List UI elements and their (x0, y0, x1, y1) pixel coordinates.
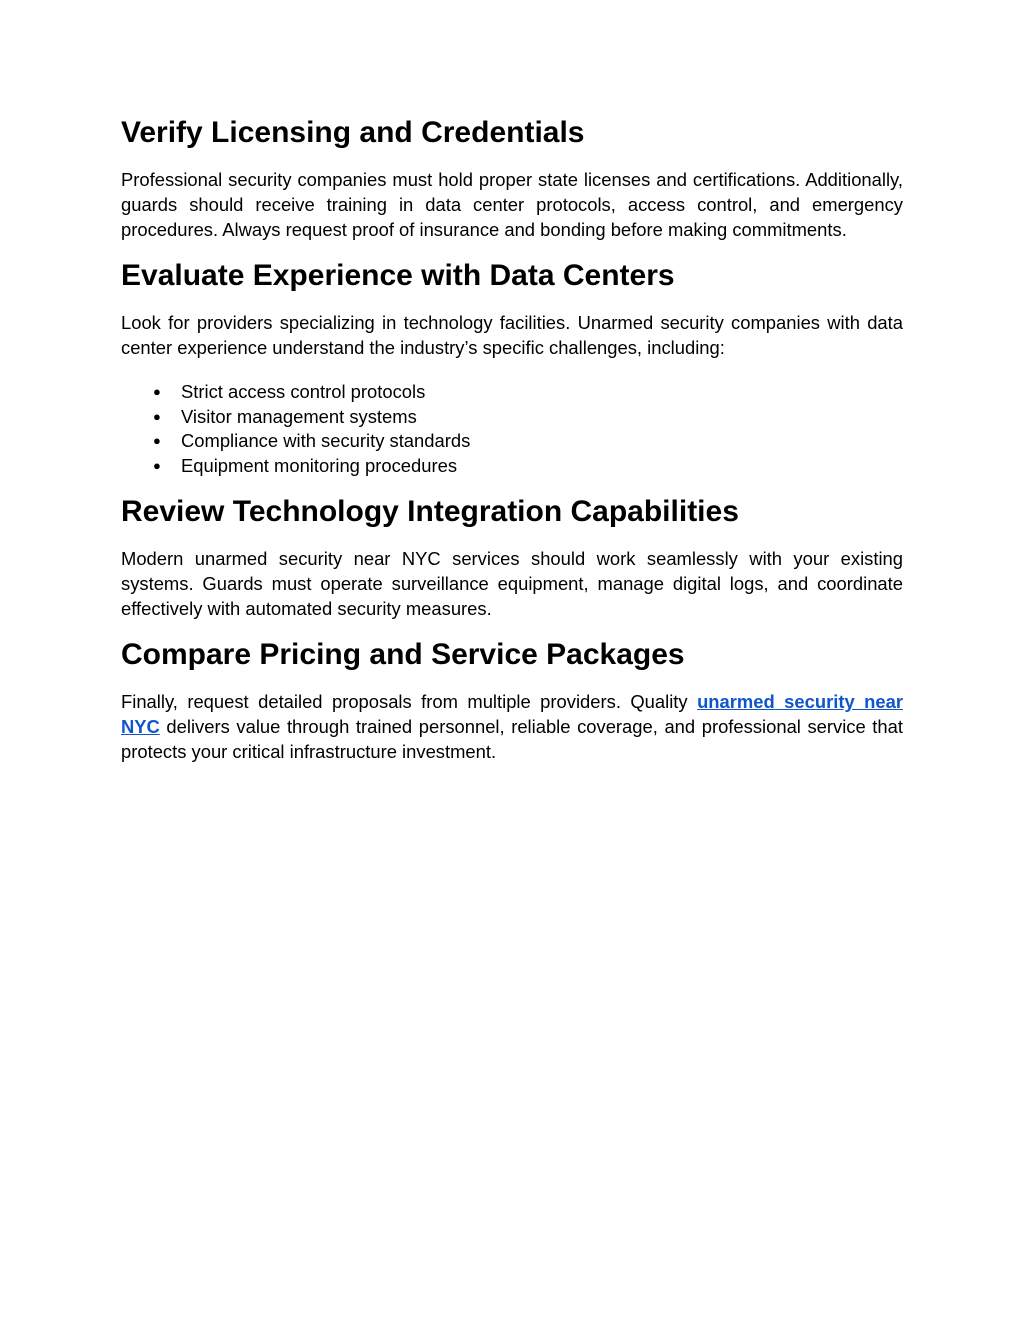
paragraph-licensing: Professional security companies must hold proper state licenses and certifications. Additionally, guards should receive training in data center protocols, access control, and emergency procedures. Always request proof of insurance and bonding before making commitments. (121, 169, 903, 240)
unarmed-security-link[interactable]: unarmed security near NYC (121, 690, 903, 737)
bullet-list (121, 380, 903, 479)
heading-verify-licensing: Verify Licensing and Credentials (121, 116, 585, 149)
paragraph-text-after-link: delivers value through trained personnel, reliable coverage, and professional service that protects your critical infrastructure investment. (121, 715, 903, 762)
list-item-equipment-monitoring: ● Equipment monitoring procedures (181, 454, 903, 479)
list-item-access-control: ● Strict access control protocols (181, 380, 903, 405)
paragraph-pricing-with-link (121, 689, 903, 764)
heading-review-technology: Review Technology Integration Capabilities (121, 494, 739, 528)
section-compare-pricing (121, 636, 903, 764)
paragraph-text-before-link: Finally, request detailed proposals from multiple providers. Quality (121, 690, 698, 712)
section-verify-licensing (121, 114, 903, 242)
list-item-compliance: ● Compliance with security standards (181, 429, 903, 454)
heading-compare-pricing: Compare Pricing and Service Packages (121, 637, 685, 671)
section-review-technology (121, 493, 903, 621)
list-item-visitor-management: ● Visitor management systems (181, 405, 903, 430)
heading-evaluate-experience: Evaluate Experience with Data Centers (121, 259, 675, 292)
paragraph-technology: Modern unarmed security near NYC services should work seamlessly with your existing systems. Guards must operate surveillance equipment, manage digital logs, and coordinate effectively with automated security measures. (121, 547, 903, 619)
paragraph-experience: Look for providers specializing in technology facilities. Unarmed security companies with data center experience understand the industry’s specific challenges, including: (121, 312, 903, 358)
section-evaluate-experience (121, 257, 903, 479)
